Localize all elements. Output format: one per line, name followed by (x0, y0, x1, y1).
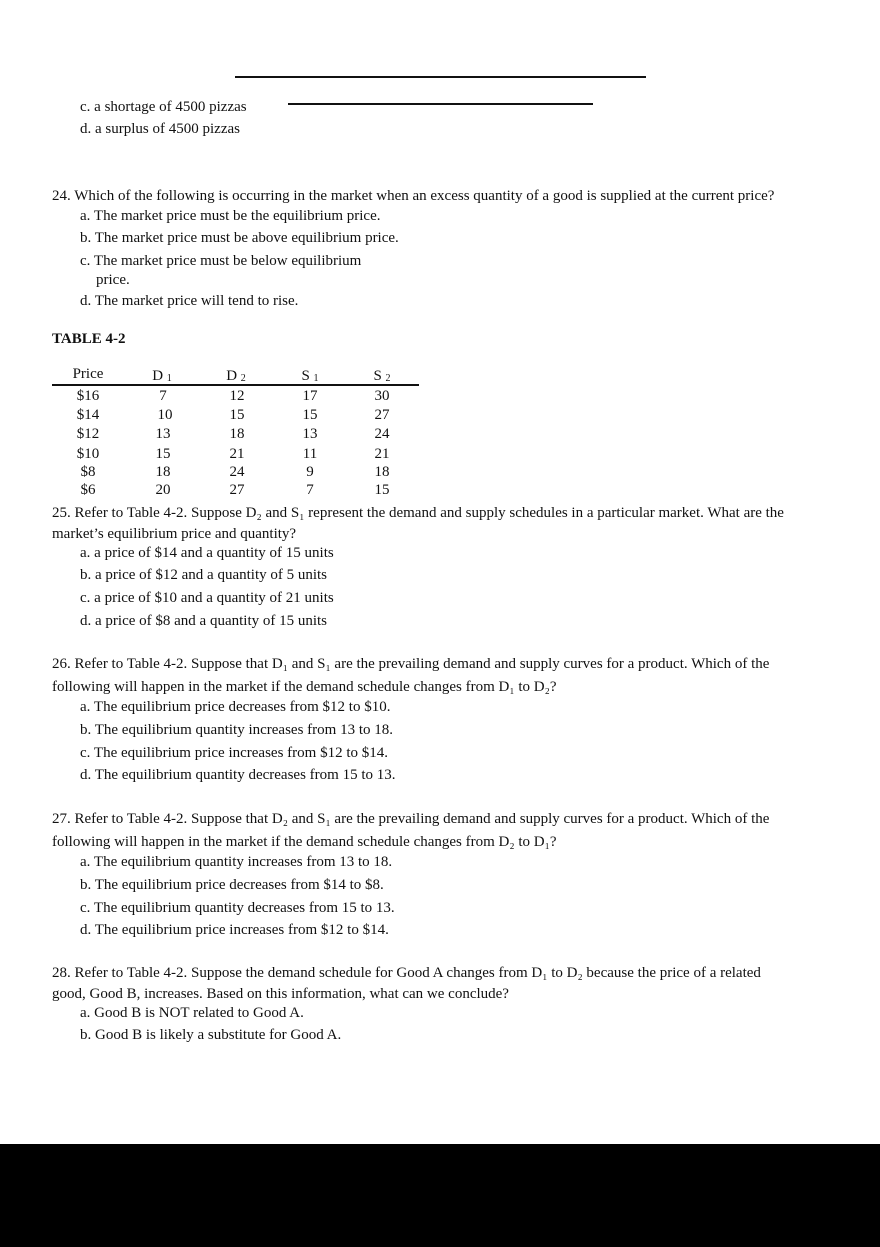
option-letter: a. (80, 699, 91, 715)
q26-option-c (80, 743, 388, 763)
option-text: The equilibrium price decreases from $12 to $10. (93, 699, 391, 715)
cell-s2: 24 (374, 426, 390, 442)
question-text: Refer to Table 4-2. Suppose that D₁ and S₁ are the prevailing demand and supply curves for a product. Which of the (74, 656, 770, 672)
option-text: The equilibrium quantity increases from 13 to 18. (94, 722, 393, 738)
cell-d1: 15 (155, 446, 171, 462)
cell-d2: 12 (229, 388, 245, 404)
header-subscript: 1 (313, 373, 319, 384)
table-title: TABLE 4-2 (52, 331, 126, 347)
q26-option-d (80, 765, 396, 785)
cell-price: $6 (80, 482, 96, 498)
cell-s2: 21 (374, 446, 390, 462)
question-text-continued: market’s equilibrium price and quantity? (52, 526, 297, 542)
question-24-stem (52, 185, 842, 207)
q24-option-c-continued (96, 270, 130, 290)
option-text: a price of $12 and a quantity of 5 units (95, 567, 328, 583)
q28-option-b (80, 1025, 341, 1045)
header-price (58, 365, 118, 385)
option-letter: a. (80, 854, 91, 870)
option-text: The equilibrium price increases from $12 to $14. (93, 745, 388, 761)
header-subscript: 2 (385, 373, 391, 384)
option-text: The equilibrium quantity decreases from 15 to 13. (93, 900, 395, 916)
cell-s2: 18 (374, 464, 390, 480)
option-letter: b. (80, 1027, 92, 1043)
q28-option-a (80, 1003, 304, 1023)
cell-s1: 9 (306, 464, 314, 480)
q25-option-c (80, 588, 334, 608)
cell-price: $10 (76, 446, 100, 462)
q25-option-d (80, 611, 327, 631)
option-letter: d. (80, 121, 92, 137)
cell-d2: 18 (229, 426, 245, 442)
answer-blank-line-top (235, 76, 646, 78)
cell-s2: 27 (374, 407, 390, 423)
question-text-continued: following will happen in the market if the demand schedule changes from D₂ to D₁? (52, 834, 557, 850)
q27-option-a (80, 852, 392, 872)
option-text: a shortage of 4500 pizzas (94, 99, 247, 115)
cell-d2: 27 (229, 482, 245, 498)
option-text: Good B is NOT related to Good A. (94, 1005, 304, 1021)
question-28-stem (52, 962, 842, 984)
option-text: a price of $14 and a quantity of 15 units (94, 545, 334, 561)
question-27-stem (52, 808, 842, 830)
option-text: Good B is likely a substitute for Good A. (95, 1027, 342, 1043)
cell-d2: 21 (229, 446, 245, 462)
cell-d1: 13 (155, 426, 171, 442)
cell-s1: 13 (302, 426, 318, 442)
header-label: D (152, 368, 164, 384)
option-letter: c. (80, 745, 91, 761)
header-subscript: 2 (240, 373, 246, 384)
question-text: Refer to Table 4-2. Suppose D₂ and S₁ represent the demand and supply schedules in a particular market. What are the (74, 505, 784, 521)
cell-price: $14 (76, 407, 100, 423)
page-bottom-black-band (0, 1144, 880, 1247)
header-label: S (373, 368, 382, 384)
q26-option-a (80, 697, 390, 717)
option-letter: c. (80, 253, 91, 269)
cell-price: $16 (76, 388, 100, 404)
answer-blank-line-second (288, 103, 593, 105)
header-label: S (301, 368, 310, 384)
option-letter: a. (80, 545, 91, 561)
question-text: Refer to Table 4-2. Suppose that D₂ and S₁ are the prevailing demand and supply curves for a product. Which of the (74, 811, 770, 827)
option-text: The equilibrium price increases from $12 to $14. (94, 922, 389, 938)
option-letter: d. (80, 613, 92, 629)
option-letter: b. (80, 722, 92, 738)
option-text: The market price will tend to rise. (94, 293, 299, 309)
question-26-stem-line2 (52, 676, 842, 698)
question-text: Which of the following is occurring in the market when an excess quantity of a good is supplied at the current price? (74, 188, 775, 204)
cell-d1: 10 (157, 407, 173, 423)
option-letter: c. (80, 99, 91, 115)
option-text: The market price must be the equilibrium price. (93, 208, 381, 224)
cell-s1: 15 (302, 407, 318, 423)
option-letter: d. (80, 293, 92, 309)
header-subscript: 1 (166, 373, 172, 384)
option-text: a price of $8 and a quantity of 15 units (95, 613, 328, 629)
header-label: Price (72, 366, 104, 382)
cell-price: $12 (76, 426, 100, 442)
question-text-continued: following will happen in the market if the demand schedule changes from D₁ to D₂? (52, 679, 557, 695)
cell-s1: 17 (302, 388, 318, 404)
question-number: 24. (52, 188, 71, 204)
option-letter: d. (80, 767, 92, 783)
prev-option-c (80, 97, 247, 117)
option-text: The equilibrium quantity increases from 13 to 18. (93, 854, 393, 870)
option-letter: c. (80, 590, 91, 606)
q24-option-d (80, 291, 298, 311)
q24-option-b (80, 228, 399, 248)
q25-option-b (80, 565, 327, 585)
question-26-stem (52, 653, 842, 675)
option-letter: b. (80, 567, 92, 583)
option-text: The market price must be above equilibrium price. (94, 230, 399, 246)
cell-price: $8 (80, 464, 96, 480)
question-25-stem-line2 (52, 523, 842, 545)
q27-option-b (80, 875, 384, 895)
cell-s2: 30 (374, 388, 390, 404)
cell-s1: 11 (302, 446, 318, 462)
option-letter: a. (80, 1005, 91, 1021)
q25-option-a (80, 543, 334, 563)
cell-d1: 7 (159, 388, 167, 404)
option-letter: d. (80, 922, 92, 938)
option-text: The market price must be below equilibrium (93, 253, 362, 269)
option-letter: b. (80, 230, 92, 246)
question-25-stem (52, 502, 842, 524)
cell-d1: 20 (155, 482, 171, 498)
cell-d2: 24 (229, 464, 245, 480)
option-letter: c. (80, 900, 91, 916)
prev-option-d (80, 119, 240, 139)
option-text: The equilibrium price decreases from $14 to $8. (94, 877, 384, 893)
option-text: a price of $10 and a quantity of 21 units (94, 590, 334, 606)
header-label: D (226, 368, 238, 384)
table-header-rule (52, 384, 419, 386)
q27-option-c (80, 898, 395, 918)
option-letter: b. (80, 877, 92, 893)
option-letter: a. (80, 208, 91, 224)
cell-s2: 15 (374, 482, 390, 498)
option-text: The equilibrium quantity decreases from 15 to 13. (94, 767, 396, 783)
question-number: 26. (52, 656, 71, 672)
question-text-continued: good, Good B, increases. Based on this information, what can we conclude? (52, 986, 509, 1002)
cell-s1: 7 (306, 482, 314, 498)
question-28-stem-line2 (52, 983, 842, 1005)
question-text: Refer to Table 4-2. Suppose the demand schedule for Good A changes from D₁ to D₂ because the price of a related (74, 965, 761, 981)
option-text: a surplus of 4500 pizzas (95, 121, 240, 137)
q27-option-d (80, 920, 389, 940)
option-text-continued: price. (96, 272, 130, 288)
q26-option-b (80, 720, 393, 740)
question-number: 27. (52, 811, 71, 827)
question-number: 28. (52, 965, 71, 981)
cell-d2: 15 (229, 407, 245, 423)
question-number: 25. (52, 505, 71, 521)
q24-option-a (80, 206, 380, 226)
q24-option-c (80, 251, 361, 271)
question-27-stem-line2 (52, 831, 842, 853)
cell-d1: 18 (155, 464, 171, 480)
